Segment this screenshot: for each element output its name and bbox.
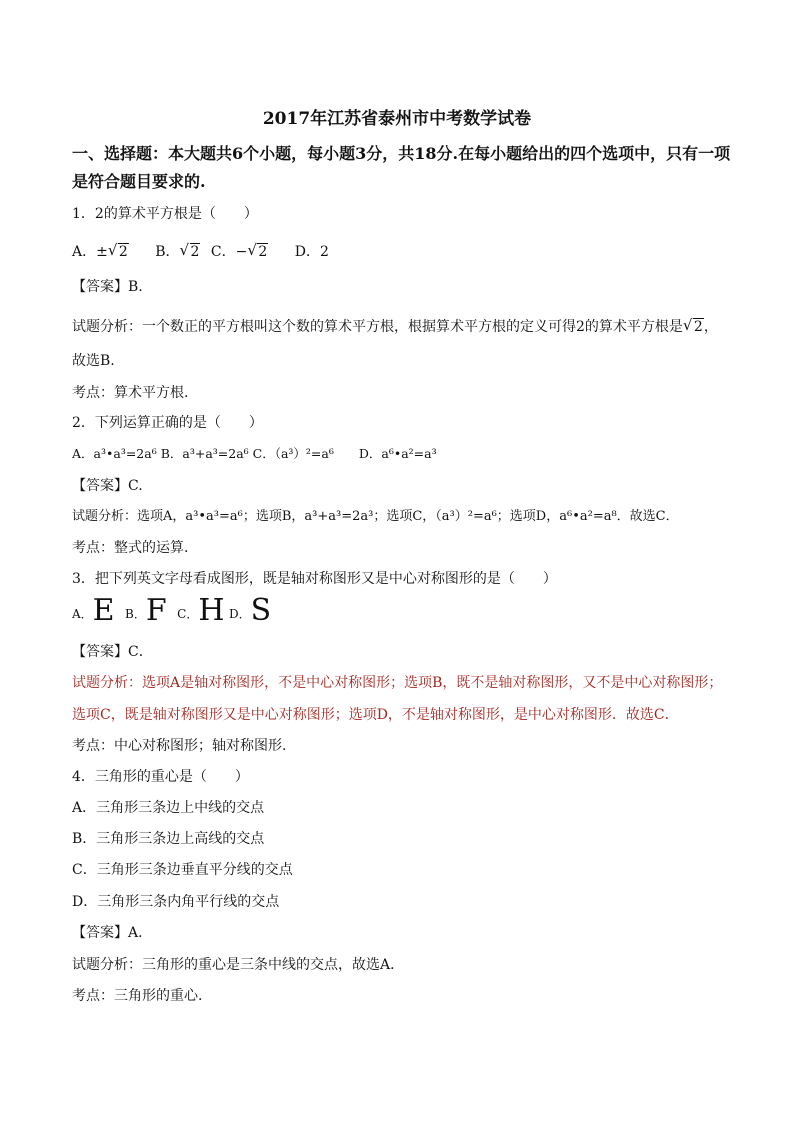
knowledge-point-4: 考点：三角形的重心.: [72, 988, 203, 1004]
question-2: 2．下列运算正确的是（ ）: [72, 415, 263, 431]
q4-option-c: C．三角形三条边垂直平分线的交点: [72, 862, 293, 878]
analysis-2: 试题分析：选项A，a³•a³=a⁶；选项B，a³+a³=2a³；选项C，（a³）²=a⁶；选项D，a⁶•a²=a⁸．故选C．: [72, 509, 679, 524]
q1-option-d: D．2: [294, 244, 329, 260]
analysis-1-cont: 故选B.: [72, 353, 115, 369]
q4-option-a: A．三角形三条边上中线的交点: [72, 800, 265, 816]
letter-f-figure: F: [145, 593, 167, 628]
sqrt-symbol: √ 2: [109, 243, 129, 261]
answer-3: 【答案】C．: [72, 644, 153, 660]
answer-1: 【答案】B.: [72, 279, 143, 295]
analysis-1: 试题分析：一个数正的平方根叫这个数的算术平方根，根据算术平方根的定义可得2的算术平方根是√ 2，: [72, 318, 718, 336]
knowledge-point-1: 考点：算术平方根.: [72, 385, 189, 401]
answer-4: 【答案】A．: [72, 925, 153, 941]
analysis-3-cont: 选项C，既是轴对称图形又是中心对称图形；选项D，不是轴对称图形，是中心对称图形．故选C．: [72, 707, 679, 723]
sqrt-symbol: √ 2: [181, 243, 201, 261]
page-title: 2017年江苏省泰州市中考数学试卷: [262, 109, 532, 129]
q4-option-d: D．三角形三条内角平行线的交点: [72, 894, 280, 910]
letter-h-figure: H: [198, 593, 225, 628]
answer-2: 【答案】C.: [72, 478, 143, 494]
analysis-4: 试题分析：三角形的重心是三条中线的交点，故选A．: [72, 957, 405, 973]
question-1: 1．2的算术平方根是（ ）: [72, 206, 258, 222]
knowledge-point-2: 考点：整式的运算.: [72, 540, 189, 556]
q4-option-b: B．三角形三条边上高线的交点: [72, 831, 265, 847]
question-3: 3．把下列英文字母看成图形，既是轴对称图形又是中心对称图形的是（ ）: [72, 571, 557, 587]
sqrt-symbol: √ 2: [248, 243, 268, 261]
question-3-options: A．E B．F C．H D．S: [72, 593, 272, 628]
q1-option-c: C．−√ 2: [211, 244, 268, 260]
q1-option-a: A．±√ 2: [72, 244, 129, 260]
letter-e-figure: E: [92, 593, 115, 628]
question-2-options: A．a³•a³=2a⁶ B．a³+a³=2a⁶ C．（a³）²=a⁶ D．a⁶•a²=a³: [72, 446, 437, 461]
letter-s-figure: S: [250, 593, 272, 628]
question-4: 4．三角形的重心是（ ）: [72, 769, 249, 785]
question-1-options: [72, 243, 329, 261]
q1-option-b: B．√ 2: [155, 244, 200, 260]
analysis-3: 试题分析：选项A是轴对称图形，不是中心对称图形；选项B，既不是轴对称图形，又不是中心对称图形；: [72, 675, 723, 691]
sqrt-symbol: √ 2: [684, 318, 704, 336]
knowledge-point-3: 考点：中心对称图形；轴对称图形.: [72, 738, 287, 754]
section-heading: 一、选择题：本大题共6个小题，每小题3分，共18分.在每小题给出的四个选项中，只有一项是符合题目要求的.: [72, 144, 731, 191]
